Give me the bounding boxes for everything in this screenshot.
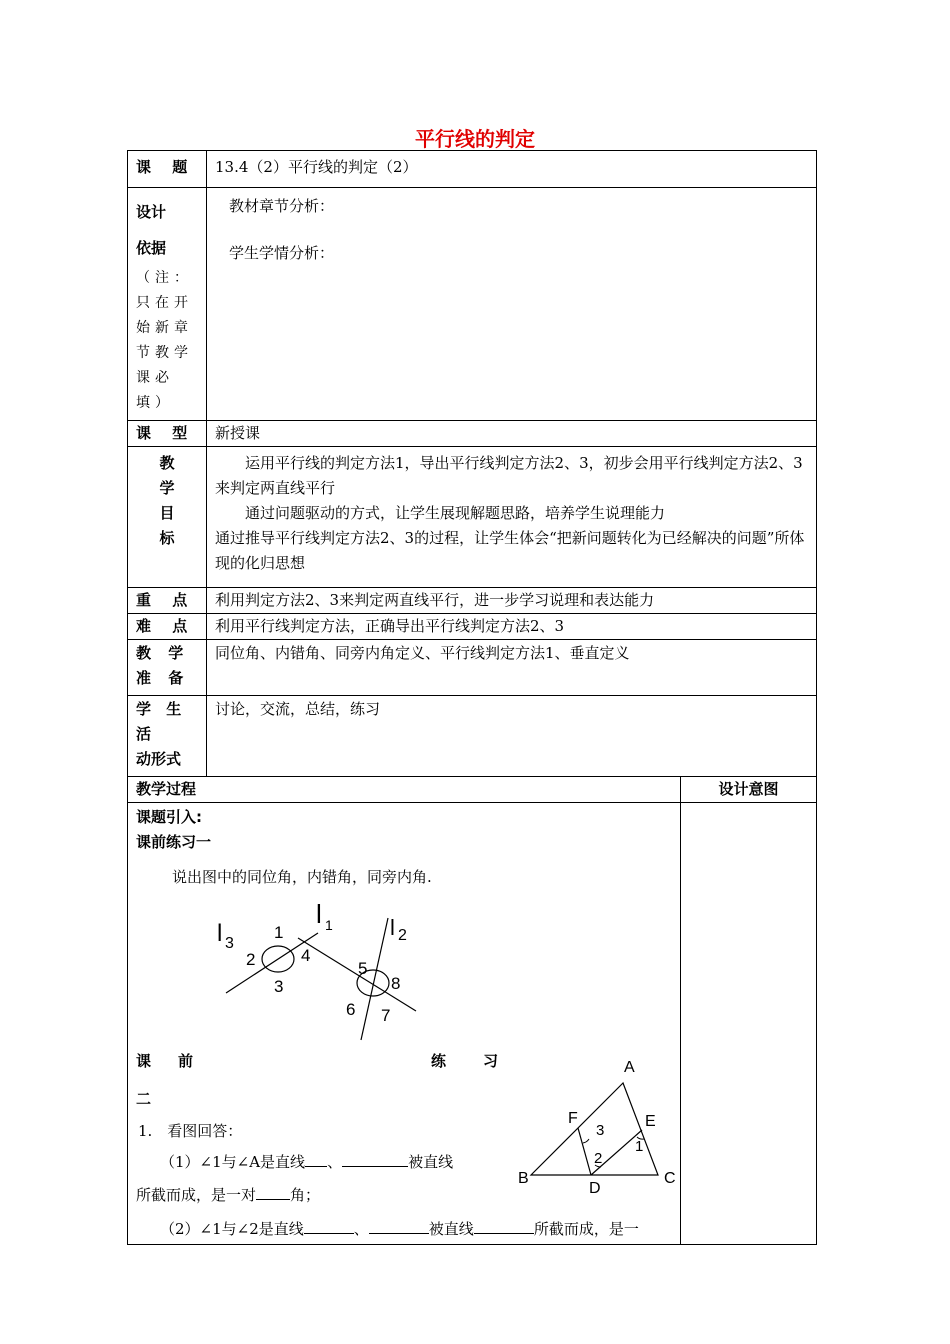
label-goals-4: 标 xyxy=(159,529,175,547)
label-design-1: 设计 xyxy=(136,203,167,221)
row-type xyxy=(128,421,817,447)
l3-label: l xyxy=(217,920,223,947)
goal-line-1: 运用平行线的判定方法1，导出平行线判定方法2、3，初步会用平行线判定方法2、3来判定两直线平行 xyxy=(215,454,803,497)
angle-3-label: 3 xyxy=(274,977,284,996)
label-activity-cell xyxy=(128,696,207,777)
label-goals-1: 教 xyxy=(159,454,175,472)
value-design-cell xyxy=(207,188,817,421)
blank-2[interactable] xyxy=(342,1150,408,1167)
q1-2-text-a: （2）∠1与∠2是直线 xyxy=(160,1220,304,1238)
q1-1-text-c: 被直线 xyxy=(408,1153,454,1171)
l2-sub: 2 xyxy=(398,927,407,944)
l3-sub: 3 xyxy=(225,935,234,952)
question-1-1-cont xyxy=(136,1183,320,1208)
q1-2-text-d: 所截而成，是一 xyxy=(533,1220,639,1238)
row-process-header xyxy=(128,777,817,803)
value-key: 利用判定方法2、3来判定两直线平行，进一步学习说理和表达能力 xyxy=(207,588,817,614)
angle-7-label: 7 xyxy=(381,1006,391,1025)
vertex-F-label: F xyxy=(568,1110,578,1127)
blank-5[interactable] xyxy=(369,1217,429,1234)
angle-4-label: 4 xyxy=(301,946,311,965)
triangle-figure xyxy=(511,1055,681,1200)
blank-6[interactable] xyxy=(474,1217,534,1234)
label-prep-1: 教 学 xyxy=(136,644,190,662)
question-1: 1. 看图回答： xyxy=(138,1122,243,1140)
process-body xyxy=(136,803,680,1244)
design-line-2: 学生学情分析： xyxy=(229,244,335,262)
page-title: 平行线的判定 xyxy=(415,127,535,151)
q1-2-text-b: 、 xyxy=(353,1220,369,1238)
value-difficulty: 利用平行线判定方法，正确导出平行线判定方法2、3 xyxy=(207,614,817,640)
label-topic: 课 题 xyxy=(128,151,207,188)
row-difficulty xyxy=(128,614,817,640)
angle-2-label: 2 xyxy=(246,950,256,969)
q1-2-text-c: 被直线 xyxy=(428,1220,474,1238)
blank-1[interactable] xyxy=(305,1150,327,1167)
angle-1-label-tri: 1 xyxy=(635,1138,644,1155)
angle-6-label: 6 xyxy=(346,1000,356,1019)
vertex-E-label: E xyxy=(645,1113,656,1130)
label-activity-1: 学 生 活 xyxy=(136,700,187,743)
design-line-1: 教材章节分析： xyxy=(229,197,335,215)
transversal-figure xyxy=(208,898,438,1048)
label-design-cell xyxy=(128,188,207,421)
angle-8-label: 8 xyxy=(391,974,401,993)
row-goals xyxy=(128,447,817,588)
goal-line-2: 通过问题驱动的方式，让学生展现解题思路，培养学生说理能力 xyxy=(245,504,666,522)
label-prep-2: 准 备 xyxy=(136,669,190,687)
blank-4[interactable] xyxy=(304,1217,354,1234)
value-type: 新授课 xyxy=(207,421,817,447)
exercise2-char-3: 练 xyxy=(431,1052,447,1070)
value-goals-cell xyxy=(207,447,817,588)
label-activity-2: 动形式 xyxy=(136,750,182,768)
vertex-A-label: A xyxy=(624,1059,635,1076)
row-process-body xyxy=(128,803,817,1245)
lesson-plan-table xyxy=(127,150,817,1245)
vertex-D-label: D xyxy=(589,1180,601,1197)
intro-heading: 课题引入: xyxy=(136,808,202,826)
question-1-1 xyxy=(160,1150,453,1175)
q1-1-text-a: （1）∠1与∠A是直线 xyxy=(160,1153,306,1171)
label-goals-2: 学 xyxy=(159,479,175,497)
angle-3-label-tri: 3 xyxy=(596,1122,605,1139)
label-design-2: 依据 xyxy=(136,239,167,257)
exercise2-char-4: 习 xyxy=(483,1052,499,1070)
row-prep xyxy=(128,640,817,696)
exercise2-char-1: 课 xyxy=(136,1052,152,1070)
row-design xyxy=(128,188,817,421)
label-goals-cell xyxy=(128,447,207,588)
label-key: 重 点 xyxy=(128,588,207,614)
q1-1-text-e: 角； xyxy=(290,1186,321,1204)
goal-line-3: 通过推导平行线判定方法2、3的过程，让学生体会“把新问题转化为已经解决的问题”所体现的化归思想 xyxy=(215,529,805,572)
vertex-B-label: B xyxy=(518,1170,529,1187)
l1-label: l xyxy=(316,899,322,929)
angle-1-label: 1 xyxy=(274,923,284,942)
vertex-C-label: C xyxy=(664,1170,676,1187)
value-topic: 13.4（2）平行线的判定（2） xyxy=(207,151,817,188)
l2-label: l xyxy=(390,915,395,940)
label-prep-cell xyxy=(128,640,207,696)
label-goals-3: 目 xyxy=(159,504,175,522)
row-topic xyxy=(128,151,817,188)
q1-1-text-b: 、 xyxy=(327,1153,343,1171)
angle-5-label: 5 xyxy=(358,959,368,978)
exercise2-char-5: 二 xyxy=(136,1090,152,1108)
row-key xyxy=(128,588,817,614)
angle-2-label-tri: 2 xyxy=(594,1150,603,1167)
row-activity xyxy=(128,696,817,777)
label-difficulty: 难 点 xyxy=(128,614,207,640)
process-header-left: 教学过程 xyxy=(128,777,681,803)
value-activity: 讨论，交流，总结，练习 xyxy=(207,696,817,777)
process-body-cell xyxy=(128,803,681,1245)
process-header-right: 设计意图 xyxy=(681,777,817,803)
value-prep: 同位角、内错角、同旁内角定义、平行线判定方法1、垂直定义 xyxy=(207,640,817,696)
q1-1-text-d: 所截而成，是一对 xyxy=(136,1186,257,1204)
design-intent-cell xyxy=(681,803,817,1245)
blank-3[interactable] xyxy=(256,1183,290,1200)
question-1-2 xyxy=(160,1217,639,1242)
exercise1-heading: 课前练习一 xyxy=(136,833,212,851)
exercise2-char-2: 前 xyxy=(178,1052,194,1070)
label-type: 课 型 xyxy=(128,421,207,447)
label-design-note: （注：只在开始新章节教学课必填） xyxy=(136,270,193,411)
exercise1-prompt: 说出图中的同位角，内错角，同旁内角. xyxy=(172,868,432,886)
l1-sub: 1 xyxy=(325,917,333,933)
